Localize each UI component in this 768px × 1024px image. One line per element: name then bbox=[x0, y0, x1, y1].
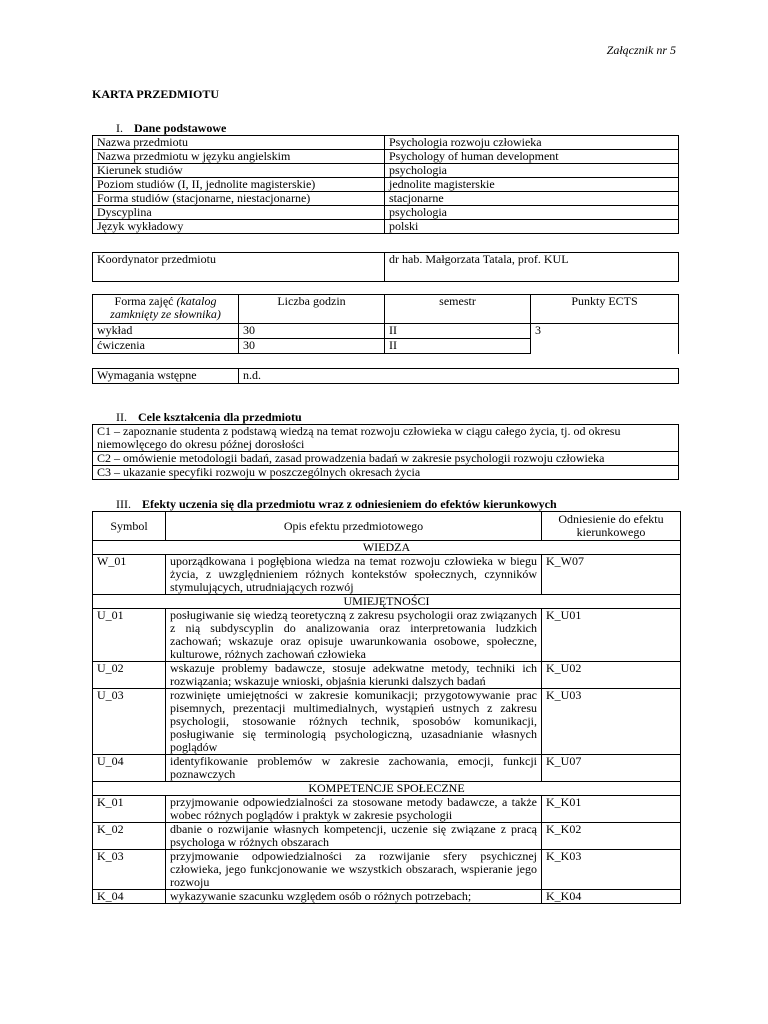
outcome-symbol: K_03 bbox=[93, 850, 166, 890]
section-1-number: I. bbox=[116, 121, 123, 135]
outcome-row bbox=[93, 796, 681, 823]
outcome-reference: K_K01 bbox=[542, 796, 681, 823]
outcome-description: wykazywanie szacunku względem osób o różnych potrzebach; bbox=[166, 890, 542, 904]
outcome-group-name: WIEDZA bbox=[93, 541, 681, 555]
goals-table bbox=[92, 424, 679, 480]
outcome-row bbox=[93, 555, 681, 595]
class-form: ćwiczenia bbox=[93, 339, 239, 354]
section-3-heading bbox=[116, 497, 557, 512]
outcome-symbol: U_01 bbox=[93, 609, 166, 662]
outcome-reference: K_K03 bbox=[542, 850, 681, 890]
outcome-row bbox=[93, 823, 681, 850]
section-3-number: III. bbox=[116, 497, 131, 511]
outcome-row bbox=[93, 755, 681, 782]
class-semester: II bbox=[385, 339, 531, 354]
classes-header-form-note: (katalog zamknięty ze słownika) bbox=[110, 294, 221, 321]
classes-table bbox=[92, 294, 679, 354]
classes-header-semester: semestr bbox=[385, 295, 531, 324]
outcome-symbol: U_03 bbox=[93, 689, 166, 755]
basic-data-label: Dyscyplina bbox=[93, 206, 385, 220]
goal-item: C1 – zapoznanie studenta z podstawą wiedzą na temat rozwoju człowieka w ciągu całego życia, tj. od okresu niemowlęcego do okresu późnej dorosłości bbox=[93, 425, 679, 452]
outcome-row bbox=[93, 609, 681, 662]
basic-data-label: Kierunek studiów bbox=[93, 164, 385, 178]
section-2-heading bbox=[116, 410, 302, 425]
basic-data-value: stacjonarne bbox=[385, 192, 679, 206]
basic-data-value: Psychology of human development bbox=[385, 150, 679, 164]
outcome-description: wskazuje problemy badawcze, stosuje adekwatne metody, techniki ich rozwiązania; wskazuje wnioski, objaśnia kierunki dalszych badań bbox=[166, 662, 542, 689]
outcome-symbol: W_01 bbox=[93, 555, 166, 595]
basic-data-label: Poziom studiów (I, II, jednolite magisterskie) bbox=[93, 178, 385, 192]
outcome-group-name: KOMPETENCJE SPOŁECZNE bbox=[93, 782, 681, 796]
outcome-group-row bbox=[93, 782, 681, 796]
basic-data-row bbox=[93, 164, 679, 178]
outcome-reference: K_U07 bbox=[542, 755, 681, 782]
outcome-description: przyjmowanie odpowiedzialności za rozwijanie sfery psychicznej człowieka, jego funkcjonowanie we wszystkich obszarach, wspieranie jego rozwoju bbox=[166, 850, 542, 890]
outcome-description: identyfikowanie problemów w zakresie zachowania, emocji, funkcji poznawczych bbox=[166, 755, 542, 782]
goal-item: C2 – omówienie metodologii badań, zasad prowadzenia badań w zakresie psychologii rozwoju człowieka bbox=[93, 452, 679, 466]
outcome-reference: K_U02 bbox=[542, 662, 681, 689]
classes-header-hours: Liczba godzin bbox=[239, 295, 385, 324]
basic-data-table bbox=[92, 135, 679, 234]
coordinator-label: Koordynator przedmiotu bbox=[93, 253, 385, 282]
basic-data-value: polski bbox=[385, 220, 679, 234]
outcome-description: dbanie o rozwijanie własnych kompetencji, uczenie się związane z pracą psychologa w różnych obszarach bbox=[166, 823, 542, 850]
outcome-symbol: K_02 bbox=[93, 823, 166, 850]
outcomes-header-symbol: Symbol bbox=[93, 512, 166, 541]
section-2-number: II. bbox=[116, 410, 127, 424]
outcome-symbol: K_04 bbox=[93, 890, 166, 904]
outcome-description: posługiwanie się wiedzą teoretyczną z zakresu psychologii oraz związanych z nią subdyscyplin do analizowania oraz interpretowania ludzkich zachowań; wskazuje oraz opisuje uwarunkowania osobowe, społeczne, kulturowe, różnych zachowań człowieka bbox=[166, 609, 542, 662]
basic-data-value: psychologia bbox=[385, 164, 679, 178]
outcome-symbol: U_04 bbox=[93, 755, 166, 782]
basic-data-row bbox=[93, 192, 679, 206]
basic-data-value: jednolite magisterskie bbox=[385, 178, 679, 192]
outcome-symbol: U_02 bbox=[93, 662, 166, 689]
basic-data-row bbox=[93, 136, 679, 150]
coordinator-value: dr hab. Małgorzata Tatala, prof. KUL bbox=[385, 253, 679, 282]
section-1-title: Dane podstawowe bbox=[134, 121, 227, 135]
class-form: wykład bbox=[93, 324, 239, 339]
section-3-title: Efekty uczenia się dla przedmiotu wraz z odniesieniem do efektów kierunkowych bbox=[142, 497, 557, 511]
outcome-row bbox=[93, 689, 681, 755]
basic-data-row bbox=[93, 150, 679, 164]
class-semester: II bbox=[385, 324, 531, 339]
outcome-reference: K_K04 bbox=[542, 890, 681, 904]
basic-data-row bbox=[93, 206, 679, 220]
prerequisites-label: Wymagania wstępne bbox=[93, 369, 239, 384]
outcome-group-row bbox=[93, 541, 681, 555]
section-2-title: Cele kształcenia dla przedmiotu bbox=[138, 410, 302, 424]
basic-data-label: Nazwa przedmiotu bbox=[93, 136, 385, 150]
annex-label: Załącznik nr 5 bbox=[606, 43, 676, 57]
prerequisites-table bbox=[92, 368, 679, 384]
basic-data-value: psychologia bbox=[385, 206, 679, 220]
basic-data-label: Język wykładowy bbox=[93, 220, 385, 234]
learning-outcomes-table bbox=[92, 511, 681, 904]
outcomes-header-description: Opis efektu przedmiotowego bbox=[166, 512, 542, 541]
goal-item: C3 – ukazanie specyfiki rozwoju w poszczególnych okresach życia bbox=[93, 466, 679, 480]
outcomes-header-reference: Odniesienie do efektu kierunkowego bbox=[542, 512, 681, 541]
basic-data-row bbox=[93, 178, 679, 192]
class-hours: 30 bbox=[239, 339, 385, 354]
outcome-group-row bbox=[93, 595, 681, 609]
class-hours: 30 bbox=[239, 324, 385, 339]
basic-data-label: Forma studiów (stacjonarne, niestacjonarne) bbox=[93, 192, 385, 206]
classes-header-ects: Punkty ECTS bbox=[531, 295, 679, 324]
outcome-row bbox=[93, 662, 681, 689]
outcome-row bbox=[93, 890, 681, 904]
page-title: KARTA PRZEDMIOTU bbox=[92, 87, 220, 101]
coordinator-table bbox=[92, 252, 679, 282]
outcome-description: przyjmowanie odpowiedzialności za stosowane metody badawcze, a także wobec różnych poglądów i praktyk w zakresie psychologii bbox=[166, 796, 542, 823]
outcome-row bbox=[93, 850, 681, 890]
classes-header-form-main: Forma zajęć bbox=[114, 294, 174, 308]
basic-data-label: Nazwa przedmiotu w języku angielskim bbox=[93, 150, 385, 164]
outcome-description: uporządkowana i pogłębiona wiedza na temat rozwoju człowieka w biegu życia, z uwzględnieniem różnych kontekstów społecznych, czynników stymulujących, utrudniających rozwój bbox=[166, 555, 542, 595]
outcome-reference: K_U01 bbox=[542, 609, 681, 662]
classes-header-form bbox=[93, 295, 239, 324]
outcome-description: rozwinięte umiejętności w zakresie komunikacji; przygotowywanie prac pisemnych, prezentacji multimedialnych, wystąpień ustnych z zakresu psychologii, stosowanie różnych technik, sposobów komunikacji, posługiwanie się terminologią psychologiczną, uzasadnianie własnych poglądów bbox=[166, 689, 542, 755]
section-1-heading bbox=[116, 121, 226, 136]
outcome-reference: K_U03 bbox=[542, 689, 681, 755]
outcome-group-name: UMIEJĘTNOŚCI bbox=[93, 595, 681, 609]
outcome-symbol: K_01 bbox=[93, 796, 166, 823]
outcome-reference: K_W07 bbox=[542, 555, 681, 595]
outcome-reference: K_K02 bbox=[542, 823, 681, 850]
basic-data-value: Psychologia rozwoju człowieka bbox=[385, 136, 679, 150]
prerequisites-value: n.d. bbox=[239, 369, 679, 384]
basic-data-row bbox=[93, 220, 679, 234]
ects-value: 3 bbox=[531, 324, 679, 354]
